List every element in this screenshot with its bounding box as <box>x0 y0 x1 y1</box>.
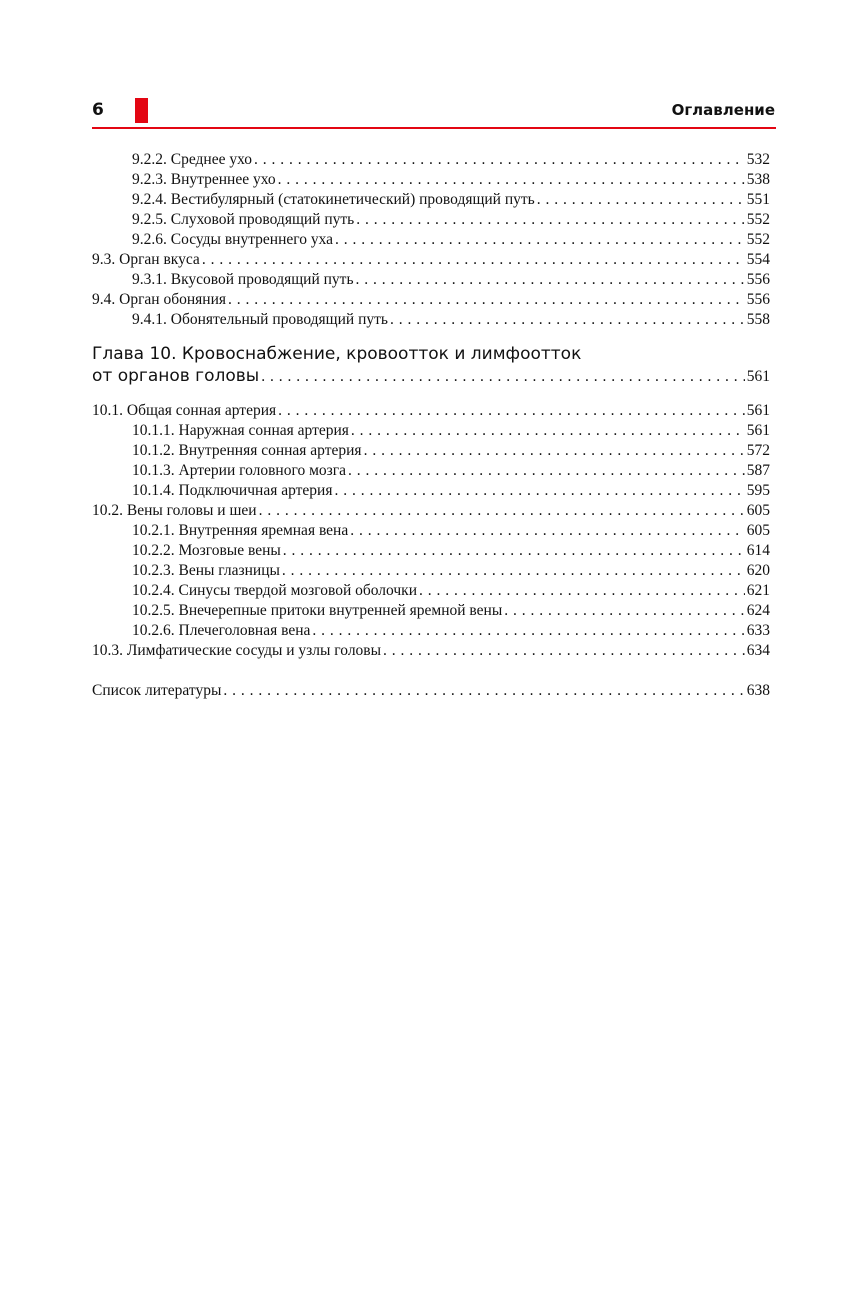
toc-entry-title: Орган обоняния <box>119 291 227 308</box>
toc-entry-number: 10.1.4. <box>132 482 175 499</box>
toc-entry-number: 10.2.1. <box>132 522 175 539</box>
toc-entry-page: 561 <box>746 402 770 419</box>
toc-entry-9-2-4[interactable] <box>92 190 770 210</box>
toc-entry-page: 552 <box>746 231 770 248</box>
leader-dots <box>223 681 744 701</box>
table-of-contents <box>92 150 770 701</box>
toc-entry-10-2-4[interactable] <box>92 581 770 601</box>
toc-entry-number: 9.4. <box>92 291 116 308</box>
toc-entry-number: 9.2.3. <box>132 171 167 188</box>
toc-entry-page: 572 <box>746 442 770 459</box>
toc-entry-number: 9.4.1. <box>132 311 167 328</box>
toc-entry-page: 538 <box>746 171 770 188</box>
toc-entry-title: Сосуды внутреннего уха <box>170 231 334 248</box>
toc-entry-title: Внечерепные притоки внутренней яремной вены <box>178 602 503 619</box>
toc-entry-number: 10.1.1. <box>132 422 175 439</box>
leader-dots <box>350 521 745 541</box>
toc-entry-10-2-5[interactable] <box>92 601 770 621</box>
leader-dots <box>259 501 745 521</box>
toc-entry-10-3[interactable] <box>92 641 770 661</box>
toc-entry-page: 634 <box>746 642 770 659</box>
toc-entry-title: Синусы твердой мозговой оболочки <box>178 582 418 599</box>
toc-entry-title: Обонятельный проводящий путь <box>170 311 388 328</box>
page-header <box>0 96 844 130</box>
leader-dots <box>504 601 745 621</box>
leader-dots <box>383 641 745 661</box>
toc-entry-number: 9.2.5. <box>132 211 167 228</box>
toc-entry-title: Подключичная артерия <box>178 482 333 499</box>
toc-entry-page: 638 <box>746 682 770 699</box>
toc-entry-title: Вены головы и шеи <box>126 502 257 519</box>
header-rule <box>92 127 776 129</box>
toc-entry-page: 614 <box>746 542 770 559</box>
leader-dots <box>202 250 745 270</box>
toc-chapter-10[interactable] <box>92 343 770 387</box>
toc-entry-number: 9.3.1. <box>132 271 167 288</box>
leader-dots <box>278 170 745 190</box>
toc-entry-9-3-1[interactable] <box>92 270 770 290</box>
toc-entry-title: Внутреннее ухо <box>170 171 276 188</box>
toc-entry-page: 552 <box>746 211 770 228</box>
toc-entry-title: Мозговые вены <box>178 542 281 559</box>
toc-entry-title: Лимфатические сосуды и узлы головы <box>126 642 382 659</box>
toc-entry-number: 10.3. <box>92 642 123 659</box>
toc-entry-10-2-3[interactable] <box>92 561 770 581</box>
toc-entry-10-1[interactable] <box>92 401 770 421</box>
leader-dots <box>282 561 745 581</box>
leader-dots <box>254 150 745 170</box>
toc-entry-number: 10.1. <box>92 402 123 419</box>
toc-entry-title: Внутренняя яремная вена <box>178 522 349 539</box>
toc-entry-10-1-3[interactable] <box>92 461 770 481</box>
toc-entry-number: 10.2. <box>92 502 123 519</box>
toc-entry-page: 633 <box>746 622 770 639</box>
page-number: 6 <box>92 100 104 120</box>
toc-entry-10-2-1[interactable] <box>92 521 770 541</box>
header-accent-block <box>135 98 148 123</box>
toc-entry-number: 10.2.6. <box>132 622 175 639</box>
toc-entry-9-2-6[interactable] <box>92 230 770 250</box>
leader-dots <box>356 270 745 290</box>
toc-entry-10-1-2[interactable] <box>92 441 770 461</box>
toc-entry-title: Вестибулярный (статокинетический) проводящий путь <box>170 191 535 208</box>
leader-dots <box>351 421 745 441</box>
toc-entry-title: Общая сонная артерия <box>126 402 277 419</box>
toc-entry-10-2-6[interactable] <box>92 621 770 641</box>
toc-entry-9-4[interactable] <box>92 290 770 310</box>
toc-entry-page: 556 <box>746 271 770 288</box>
leader-dots <box>390 310 745 330</box>
toc-entry-number: 9.2.4. <box>132 191 167 208</box>
toc-entry-number: 9.2.6. <box>132 231 167 248</box>
toc-entry-page: 558 <box>746 311 770 328</box>
toc-entry-page: 621 <box>746 582 770 599</box>
leader-dots <box>419 581 745 601</box>
chapter-title-line2-row <box>92 365 770 387</box>
toc-entry-page: 551 <box>746 191 770 208</box>
toc-entry-10-1-1[interactable] <box>92 421 770 441</box>
toc-entry-10-2[interactable] <box>92 501 770 521</box>
toc-entry-9-3[interactable] <box>92 250 770 270</box>
toc-entry-title: Вкусовой проводящий путь <box>170 271 354 288</box>
toc-entry-title: Внутренняя сонная артерия <box>178 442 362 459</box>
toc-entry-title: Среднее ухо <box>170 151 252 168</box>
toc-entry-page: 587 <box>746 462 770 479</box>
leader-dots <box>364 441 745 461</box>
chapter-title-line2: от органов головы <box>92 366 260 386</box>
toc-entry-10-1-4[interactable] <box>92 481 770 501</box>
toc-entry-page: 595 <box>746 482 770 499</box>
toc-entry-references[interactable] <box>92 681 770 701</box>
toc-entry-9-2-3[interactable] <box>92 170 770 190</box>
leader-dots <box>278 401 745 421</box>
toc-entry-page: 532 <box>746 151 770 168</box>
toc-entry-page: 554 <box>746 251 770 268</box>
toc-entry-title: Артерии головного мозга <box>178 462 346 479</box>
toc-entry-page: 561 <box>746 368 770 385</box>
leader-dots <box>356 210 745 230</box>
leader-dots <box>283 541 745 561</box>
toc-entry-9-4-1[interactable] <box>92 310 770 330</box>
leader-dots <box>228 290 745 310</box>
running-title: Оглавление <box>671 101 775 119</box>
toc-entry-title: Наружная сонная артерия <box>178 422 349 439</box>
toc-entry-title: Вены глазницы <box>178 562 280 579</box>
toc-entry-10-2-2[interactable] <box>92 541 770 561</box>
leader-dots <box>334 481 744 501</box>
toc-entry-number: 10.2.3. <box>132 562 175 579</box>
toc-entry-title: Орган вкуса <box>119 251 200 268</box>
toc-entry-number: 10.2.5. <box>132 602 175 619</box>
toc-entry-9-2-5[interactable] <box>92 210 770 230</box>
toc-entry-title: Слуховой проводящий путь <box>170 211 355 228</box>
toc-entry-page: 561 <box>746 422 770 439</box>
toc-entry-page: 620 <box>746 562 770 579</box>
toc-entry-page: 605 <box>746 522 770 539</box>
leader-dots <box>312 621 744 641</box>
toc-entry-number: 10.1.2. <box>132 442 175 459</box>
toc-entry-number: 10.2.2. <box>132 542 175 559</box>
toc-entry-page: 605 <box>746 502 770 519</box>
toc-entry-number: 10.1.3. <box>132 462 175 479</box>
toc-entry-9-2-2[interactable] <box>92 150 770 170</box>
leader-dots <box>537 190 745 210</box>
toc-entry-number: 10.2.4. <box>132 582 175 599</box>
chapter-title-line1: Глава 10. Кровоснабжение, кровоотток и лимфоотток <box>92 344 582 364</box>
toc-entry-page: 556 <box>746 291 770 308</box>
toc-entry-title: Список литературы <box>92 682 222 699</box>
toc-entry-title: Плечеголовная вена <box>178 622 311 639</box>
toc-entry-page: 624 <box>746 602 770 619</box>
toc-entry-number: 9.2.2. <box>132 151 167 168</box>
leader-dots <box>348 461 745 481</box>
leader-dots <box>261 366 745 386</box>
toc-entry-number: 9.3. <box>92 251 116 268</box>
leader-dots <box>335 230 745 250</box>
